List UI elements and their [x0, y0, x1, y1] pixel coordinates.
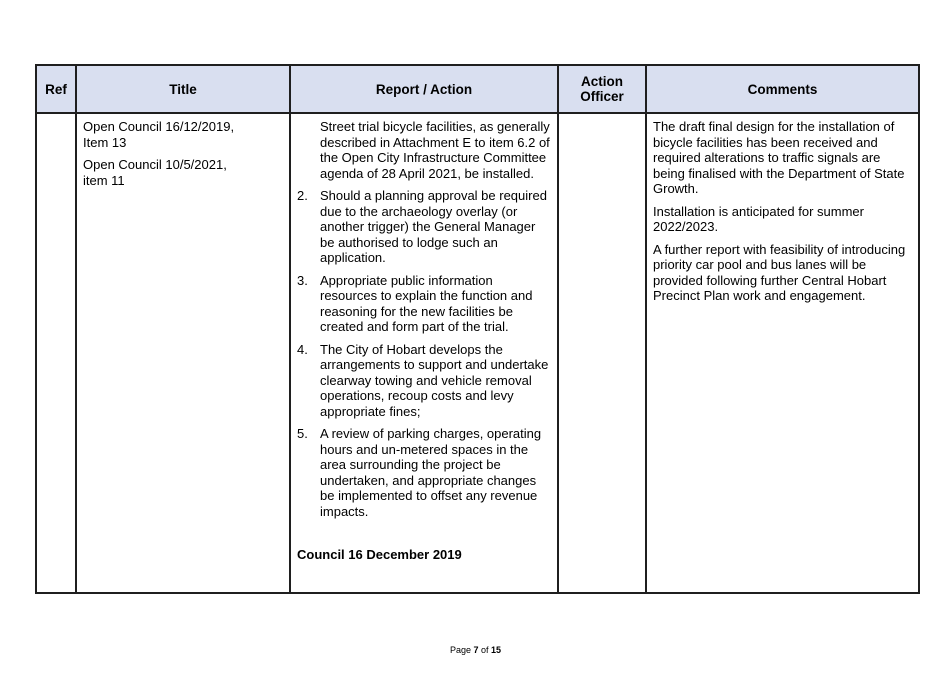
report-item: [297, 188, 551, 266]
report-item-text: Street trial bicycle facilities, as generally described in Attachment E to item 6.2 of the Open City Infrastructure Committee agenda of 28 April 2021, be installed.: [320, 119, 550, 181]
header-comments: Comments: [646, 65, 919, 113]
header-title: Title: [76, 65, 290, 113]
table-row: [36, 113, 919, 593]
report-item: [297, 426, 551, 519]
comment-paragraph: The draft final design for the installation of bicycle facilities has been received and required alterations to traffic signals are being finalised with the Department of State Growth.: [653, 119, 905, 196]
page-total: 15: [491, 645, 502, 655]
report-item-text: A review of parking charges, operating hours and un-metered spaces in the area surrounding the project be undertaken, and appropriate changes be implemented to offset any revenue impacts.: [320, 426, 542, 519]
report-item: [297, 273, 551, 335]
report-item-text: The City of Hobart develops the arrangements to support and undertake clearway towing and vehicle removal operations, recoup costs and levy appropriate fines;: [320, 341, 549, 419]
report-item-number: 2.: [297, 188, 308, 203]
header-action-officer-line1: Action: [581, 74, 623, 89]
report-item-text: Appropriate public information resources to explain the function and reasoning for the new facilities be created and form part of the trial.: [320, 272, 533, 334]
header-report-action: Report / Action: [290, 65, 558, 113]
page-current: 7: [473, 645, 479, 655]
cell-action-officer: [558, 113, 646, 593]
page-prefix: Page: [449, 645, 474, 655]
cell-comments: [646, 113, 919, 593]
cell-ref: [36, 113, 76, 593]
report-item-number: 5.: [297, 426, 308, 441]
header-action-officer: [558, 65, 646, 113]
cell-report-action: [290, 113, 558, 593]
report-item-number: 3.: [297, 272, 308, 288]
report-item-number: 4.: [297, 341, 308, 357]
report-list: [297, 119, 551, 519]
comment-paragraph: Installation is anticipated for summer 2022/2023.: [653, 203, 864, 234]
cell-title: [76, 113, 290, 593]
header-row: [36, 65, 919, 113]
report-item-text: Should a planning approval be required due to the archaeology overlay (or another trigger) the General Manager be authorised to lodge such an application.: [320, 188, 547, 265]
action-table: [35, 64, 920, 594]
report-item: [297, 342, 551, 420]
comment-paragraph: A further report with feasibility of introducing priority car pool and bus lanes will be provided following further Central Hobart Precinct Plan work and engagement.: [653, 241, 906, 303]
title-line: Open Council 10/5/2021, item 11: [83, 157, 227, 188]
council-date-heading: Council 16 December 2019: [297, 547, 462, 562]
title-line: Open Council 16/12/2019, Item 13: [83, 119, 235, 150]
header-ref: Ref: [36, 65, 76, 113]
header-action-officer-line2: Officer: [580, 89, 624, 104]
page-of: of: [478, 645, 492, 655]
report-item: [297, 119, 551, 181]
page-number: [0, 645, 951, 655]
